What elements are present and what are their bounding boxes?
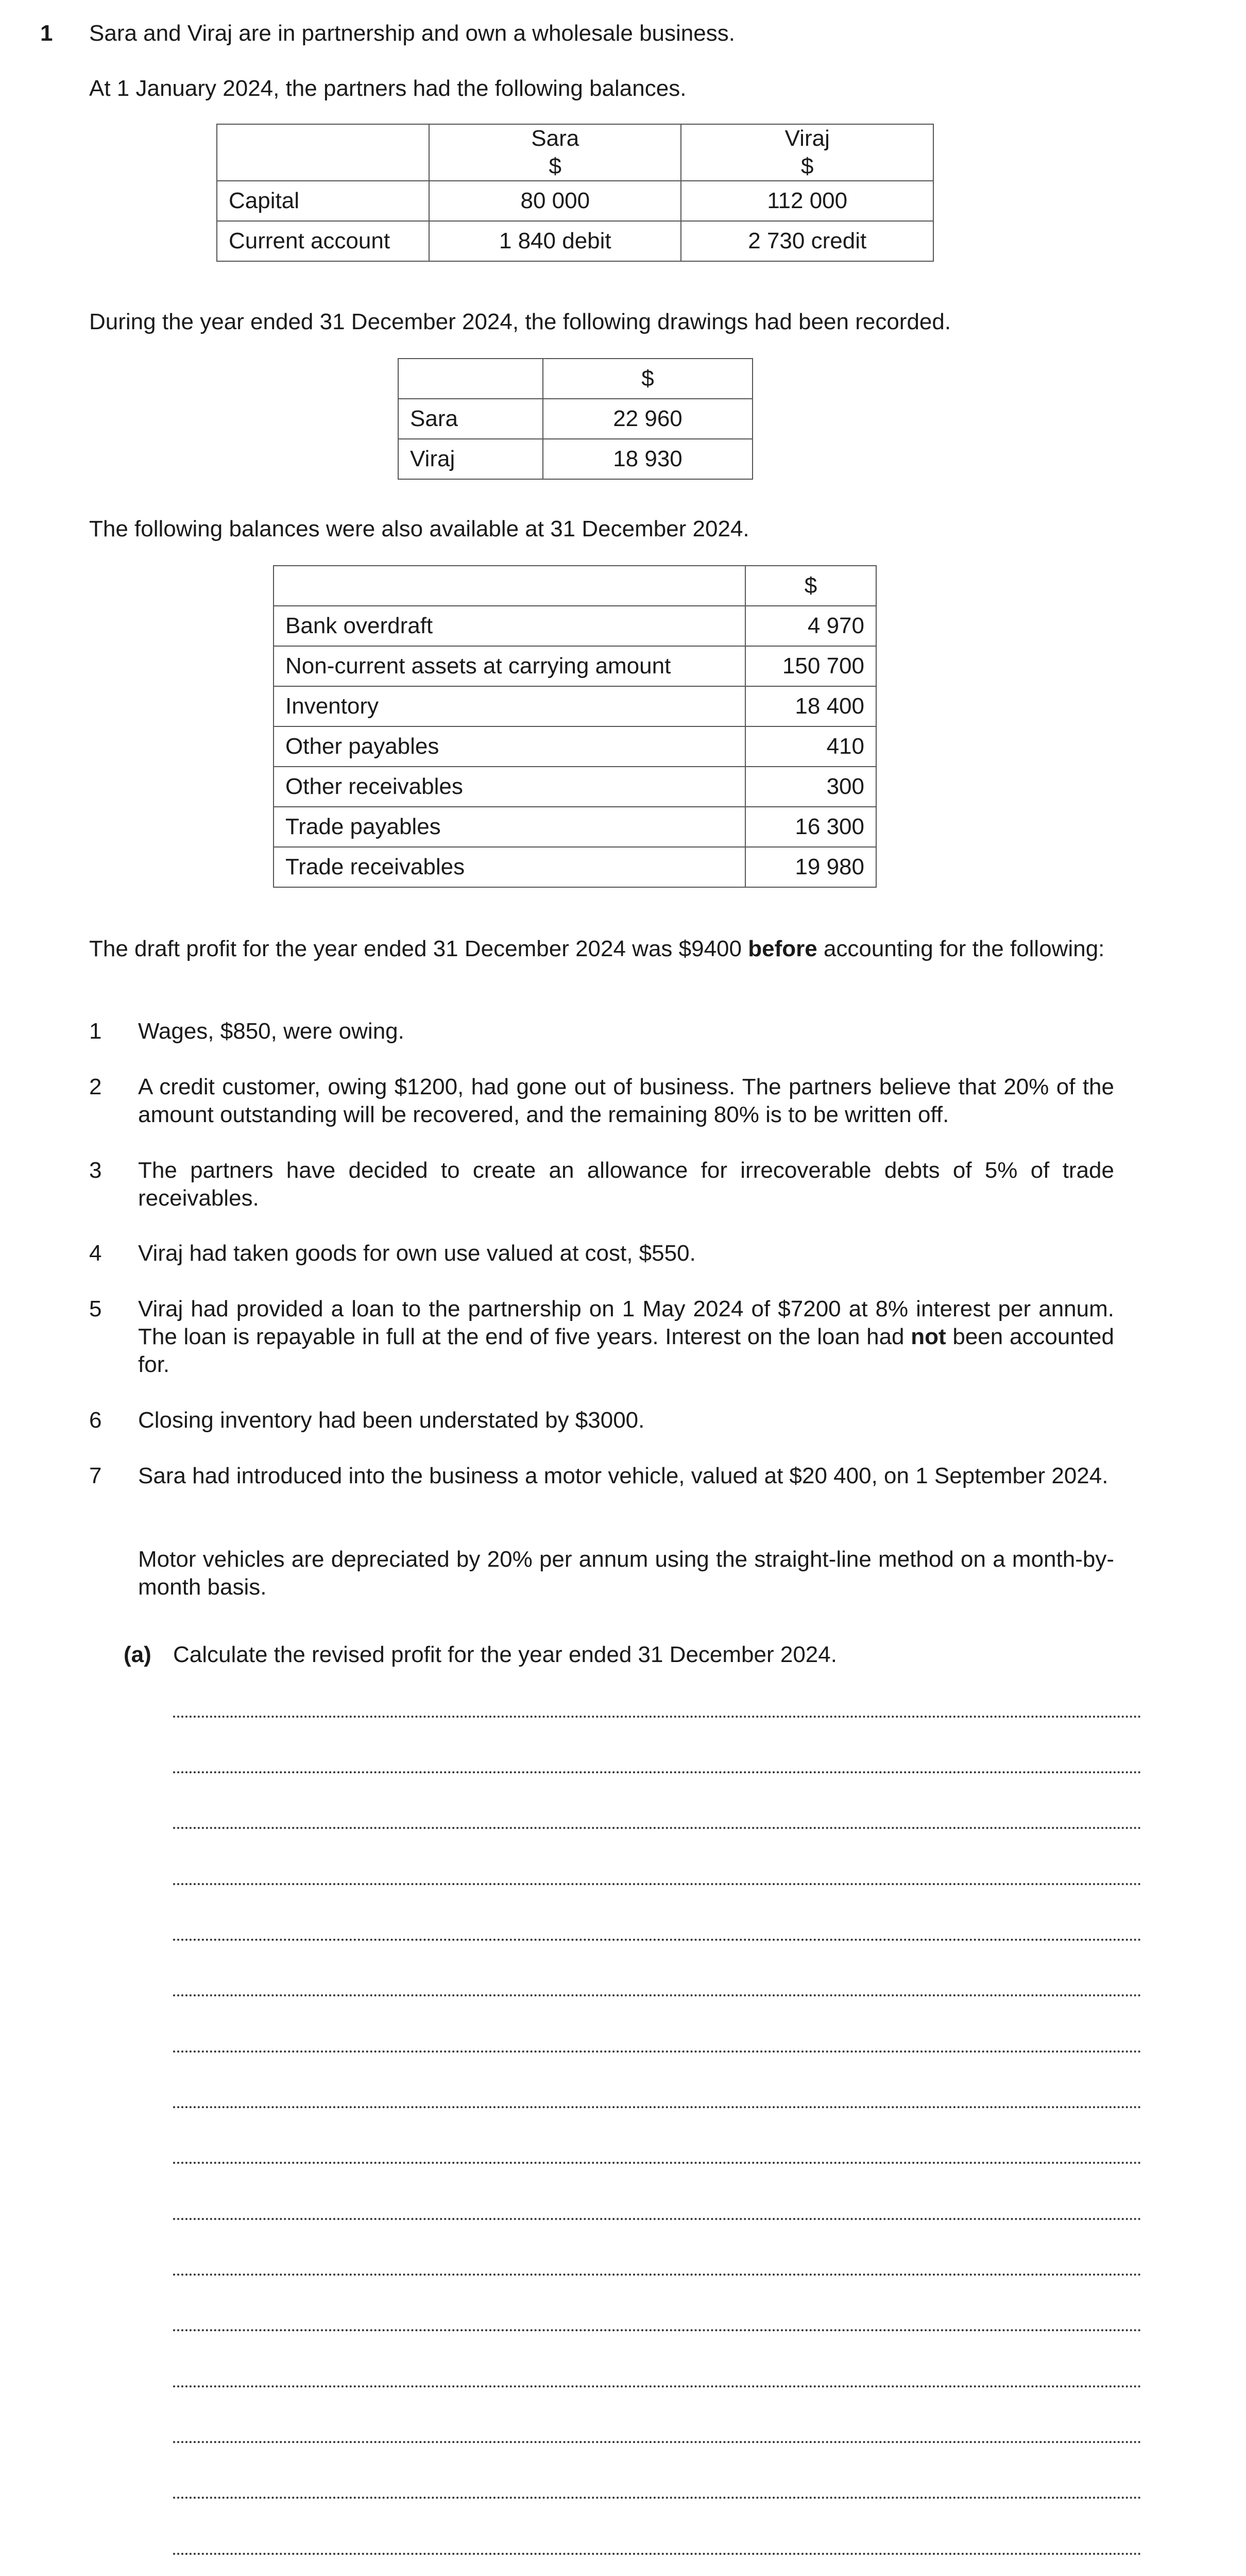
drawings-header-unit: $ (543, 359, 753, 399)
balances-header-viraj: Viraj $ (681, 124, 933, 181)
adjustment-text-after: been accounted for. (138, 1324, 1115, 1377)
balances-row-label: Capital (217, 181, 429, 221)
adjustment-text: Sara had introduced into the business a motor vehicle, valued at $20 400, on 1 September 2024. (138, 1463, 1108, 1488)
drawings-row-value: 18 930 (543, 439, 753, 479)
draft-profit-after: accounting for the following: (817, 936, 1105, 961)
balances-viraj-value: 2 730 credit (681, 221, 933, 261)
other-header-blank (274, 566, 745, 606)
answer-line (173, 1883, 1141, 1885)
other-row-label: Bank overdraft (274, 606, 745, 646)
drawings-header-blank (398, 359, 543, 399)
answer-line (173, 2385, 1141, 2387)
adjustment-text (138, 1295, 1114, 1379)
adjustment-text: The partners have decided to create an allowance for irrecoverable debts of 5% of trade receivables. (138, 1158, 1114, 1211)
table-row (274, 646, 876, 686)
part-a-label: (a) (124, 1642, 151, 1667)
other-row-label: Other payables (274, 726, 745, 767)
drawings-row-value: 22 960 (543, 399, 753, 439)
answer-line (173, 2441, 1141, 2443)
balances-header-blank (217, 124, 429, 181)
drawings-row-label: Sara (398, 399, 543, 439)
answer-line (173, 1939, 1141, 1941)
other-row-value: 18 400 (745, 686, 876, 726)
table-row (217, 181, 933, 221)
table-row (274, 686, 876, 726)
adjustment-number: 5 (89, 1296, 102, 1321)
adjustment-text: Closing inventory had been understated by $3000. (138, 1408, 645, 1433)
other-row-value: 19 980 (745, 847, 876, 887)
balances-row-label: Current account (217, 221, 429, 261)
answer-line (173, 2497, 1141, 2499)
other-row-value: 410 (745, 726, 876, 767)
drawings-table (398, 358, 753, 480)
other-header-unit: $ (745, 566, 876, 606)
table-row (274, 606, 876, 646)
answer-line (173, 1716, 1141, 1718)
table-row (274, 767, 876, 807)
draft-profit-before: The draft profit for the year ended 31 December 2024 was $9400 (89, 936, 748, 961)
adjustment-text-before: Viraj had provided a loan to the partnership on 1 May 2024 of $7200 at 8% interest per annum. The loan is repayable in full at the end of five years. Interest on the loan had (138, 1296, 1114, 1349)
other-row-label: Inventory (274, 686, 745, 726)
other-balances-intro: The following balances were also available at 31 December 2024. (89, 516, 749, 541)
answer-line (173, 2106, 1141, 2108)
adjustment-note: Motor vehicles are depreciated by 20% per annum using the straight-line method on a month-by-month basis. (138, 1547, 1114, 1600)
adjustment-number: 7 (89, 1463, 102, 1488)
table-row (398, 399, 753, 439)
answer-line (173, 2218, 1141, 2220)
other-row-value: 4 970 (745, 606, 876, 646)
adjustment-text: Wages, $850, were owing. (138, 1019, 404, 1044)
answer-line (173, 2274, 1141, 2276)
balances-viraj-value: 112 000 (681, 181, 933, 221)
other-balances-table (273, 565, 877, 888)
other-row-label: Trade receivables (274, 847, 745, 887)
drawings-intro: During the year ended 31 December 2024, the following drawings had been recorded. (89, 309, 951, 334)
adjustment-number: 1 (89, 1019, 102, 1044)
table-row (274, 807, 876, 847)
adjustment-text: A credit customer, owing $1200, had gone out of business. The partners believe that 20% of the amount outstanding will be recovered, and the remaining 80% is to be written off. (138, 1074, 1114, 1127)
adjustment-number: 4 (89, 1241, 102, 1266)
adjustment-text-bold: not (911, 1324, 946, 1349)
balances-header-sara: Sara $ (429, 124, 681, 181)
draft-profit-text (89, 935, 1109, 963)
adjustment-text: Viraj had taken goods for own use valued at cost, $550. (138, 1241, 696, 1266)
other-row-value: 16 300 (745, 807, 876, 847)
adjustment-number: 3 (89, 1158, 102, 1183)
other-row-label: Other receivables (274, 767, 745, 807)
table-row (398, 439, 753, 479)
question-number: 1 (40, 21, 53, 46)
draft-profit-bold: before (748, 936, 817, 961)
balances-intro: At 1 January 2024, the partners had the following balances. (89, 76, 687, 101)
other-row-label: Non-current assets at carrying amount (274, 646, 745, 686)
drawings-row-label: Viraj (398, 439, 543, 479)
answer-line (173, 2162, 1141, 2164)
answer-line (173, 1994, 1141, 1996)
answer-line (173, 2329, 1141, 2331)
other-row-value: 300 (745, 767, 876, 807)
adjustment-number: 2 (89, 1074, 102, 1099)
answer-line (173, 1771, 1141, 1773)
table-row (274, 847, 876, 887)
answer-line (173, 2553, 1141, 2555)
answer-line (173, 1827, 1141, 1829)
other-row-label: Trade payables (274, 807, 745, 847)
intro-text: Sara and Viraj are in partnership and own a wholesale business. (89, 21, 735, 46)
answer-line (173, 2050, 1141, 2053)
table-row (217, 221, 933, 261)
adjustment-number: 6 (89, 1408, 102, 1433)
balances-sara-value: 1 840 debit (429, 221, 681, 261)
other-row-value: 150 700 (745, 646, 876, 686)
balances-sara-value: 80 000 (429, 181, 681, 221)
part-a-question: Calculate the revised profit for the year ended 31 December 2024. (173, 1642, 837, 1667)
table-row (274, 726, 876, 767)
balances-table (216, 124, 934, 262)
